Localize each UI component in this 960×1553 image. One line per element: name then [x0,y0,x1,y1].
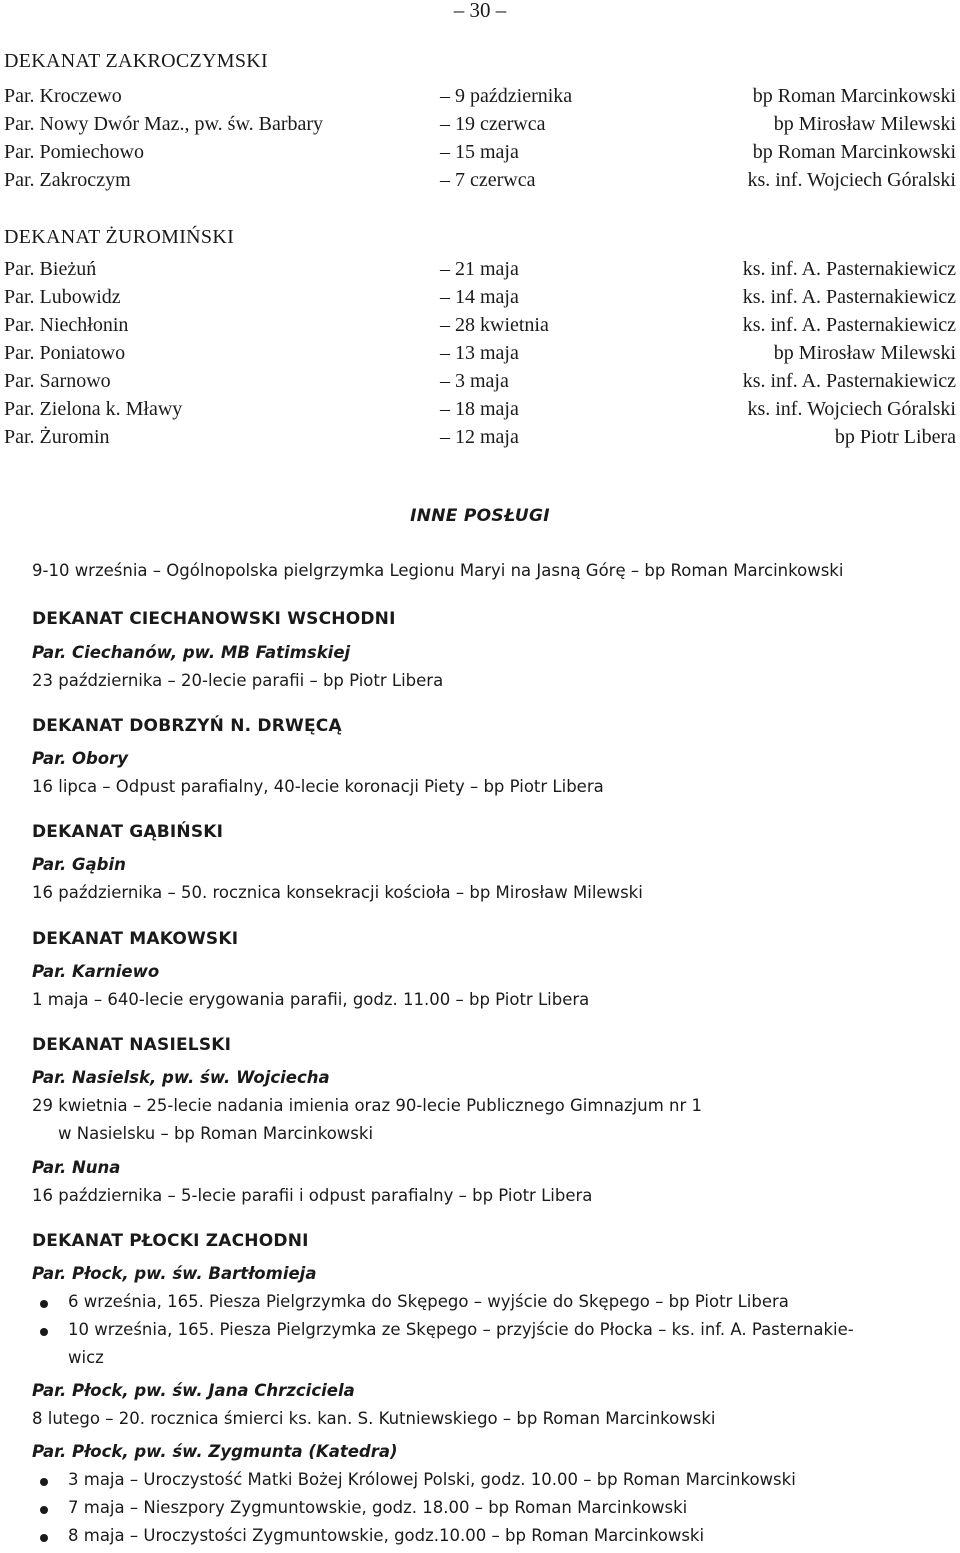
bullet-item: 8 maja – Uroczystości Zygmuntowskie, godz.10.00 – bp Roman Marcinkowski [68,1526,705,1545]
schedule-date: – 3 maja [440,370,509,392]
schedule-celebrant: bp Mirosław Milewski [773,113,956,135]
schedule-parish: Par. Nowy Dwór Maz., pw. św. Barbary [4,113,324,135]
schedule-parish: Par. Pomiechowo [4,141,144,163]
parish-name: Par. Nasielsk, pw. św. Wojciecha [32,1068,330,1087]
schedule-row [4,141,956,169]
event-line: 8 lutego – 20. rocznica śmierci ks. kan. S. Kutniewskiego – bp Roman Marcinkowski [32,1409,716,1428]
parish-name: Par. Płock, pw. św. Zygmunta (Katedra) [32,1442,398,1461]
bullet-item: 7 maja – Nieszpory Zygmuntowskie, godz. 18.00 – bp Roman Marcinkowski [68,1498,688,1517]
schedule-celebrant: bp Roman Marcinkowski [752,85,956,107]
schedule-date: – 9 października [440,85,573,107]
schedule-date: – 19 czerwca [440,113,546,135]
schedule-date: – 14 maja [440,286,519,308]
parish-name: Par. Płock, pw. św. Jana Chrzciciela [32,1381,355,1400]
deanery-heading: DEKANAT PŁOCKI ZACHODNI [32,1231,309,1251]
schedule-parish: Par. Zielona k. Mławy [4,398,183,420]
parish-name: Par. Ciechanów, pw. MB Fatimskiej [32,643,351,662]
bullet-icon [40,1328,48,1336]
schedule-row [4,314,956,342]
schedule-parish: Par. Sarnowo [4,370,111,392]
deanery-heading: DEKANAT NASIELSKI [32,1035,232,1055]
parish-name: Par. Płock, pw. św. Bartłomieja [32,1264,317,1283]
parish-name: Par. Nuna [32,1158,121,1177]
schedule-celebrant: bp Roman Marcinkowski [752,141,956,163]
schedule-row [4,258,956,286]
parish-name: Par. Karniewo [32,962,160,981]
schedule-row [4,342,956,370]
event-line: 23 października – 20-lecie parafii – bp Piotr Libera [32,671,444,690]
bullet-icon [40,1300,48,1308]
schedule-parish: Par. Zakroczym [4,169,131,191]
event-line: 9-10 września – Ogólnopolska pielgrzymka Legionu Maryi na Jasną Górę – bp Roman Marcinkowski [32,561,844,580]
schedule-row [4,169,956,197]
event-line: 1 maja – 640-lecie erygowania parafii, godz. 11.00 – bp Piotr Libera [32,990,590,1009]
schedule-date: – 7 czerwca [440,169,536,191]
schedule-row [4,398,956,426]
schedule-celebrant: ks. inf. A. Pasternakiewicz [742,286,956,308]
schedule-parish: Par. Żuromin [4,426,110,448]
deanery-heading: DEKANAT GĄBIŃSKI [32,822,224,842]
schedule-parish: Par. Lubowidz [4,286,121,308]
schedule-celebrant: bp Mirosław Milewski [773,342,956,364]
deanery-heading: DEKANAT ZAKROCZYMSKI [4,50,268,72]
schedule-parish: Par. Bieżuń [4,258,97,280]
deanery-heading: DEKANAT MAKOWSKI [32,929,239,949]
bullet-icon [40,1478,48,1486]
schedule-row [4,85,956,113]
event-line: 16 lipca – Odpust parafialny, 40-lecie koronacji Piety – bp Piotr Libera [32,777,604,796]
deanery-heading: DEKANAT ŻUROMIŃSKI [4,226,235,248]
schedule-parish: Par. Poniatowo [4,342,126,364]
schedule-row [4,286,956,314]
bullet-item-continued: wicz [68,1348,104,1367]
schedule-row [4,370,956,398]
deanery-heading: DEKANAT CIECHANOWSKI WSCHODNI [32,609,396,629]
schedule-date: – 12 maja [440,426,519,448]
schedule-date: – 28 kwietnia [440,314,549,336]
schedule-parish: Par. Niechłonin [4,314,129,336]
parish-name: Par. Gąbin [32,855,126,874]
section-title: INNE POSŁUGI [410,506,550,526]
page-number: – 30 – [453,0,507,22]
event-line: 29 kwietnia – 25-lecie nadania imienia oraz 90-lecie Publicznego Gimnazjum nr 1 [32,1096,703,1115]
schedule-celebrant: ks. inf. A. Pasternakiewicz [742,258,956,280]
schedule-celebrant: ks. inf. Wojciech Góralski [747,169,956,191]
schedule-date: – 21 maja [440,258,519,280]
bullet-icon [40,1506,48,1514]
schedule-date: – 13 maja [440,342,519,364]
schedule-row [4,113,956,141]
bullet-item: 6 września, 165. Piesza Pielgrzymka do Skępego – wyjście do Skępego – bp Piotr Libera [68,1292,789,1311]
bullet-item: 3 maja – Uroczystość Matki Bożej Królowej Polski, godz. 10.00 – bp Roman Marcinkowski [68,1470,796,1489]
schedule-date: – 18 maja [440,398,519,420]
schedule-celebrant: ks. inf. Wojciech Góralski [747,398,956,420]
schedule-celebrant: ks. inf. A. Pasternakiewicz [742,314,956,336]
schedule-celebrant: bp Piotr Libera [834,426,956,448]
parish-name: Par. Obory [32,749,129,768]
schedule-celebrant: ks. inf. A. Pasternakiewicz [742,370,956,392]
deanery-heading: DEKANAT DOBRZYŃ N. DRWĘCĄ [32,716,342,736]
event-line-continued: w Nasielsku – bp Roman Marcinkowski [58,1124,374,1143]
schedule-date: – 15 maja [440,141,519,163]
bullet-icon [40,1534,48,1542]
schedule-parish: Par. Kroczewo [4,85,122,107]
event-line: 16 października – 5-lecie parafii i odpust parafialny – bp Piotr Libera [32,1186,593,1205]
event-line: 16 października – 50. rocznica konsekracji kościoła – bp Mirosław Milewski [32,883,643,902]
bullet-item: 10 września, 165. Piesza Pielgrzymka ze Skępego – przyjście do Płocka – ks. inf. A. Pasternakie- [68,1320,854,1339]
schedule-row [4,426,956,454]
